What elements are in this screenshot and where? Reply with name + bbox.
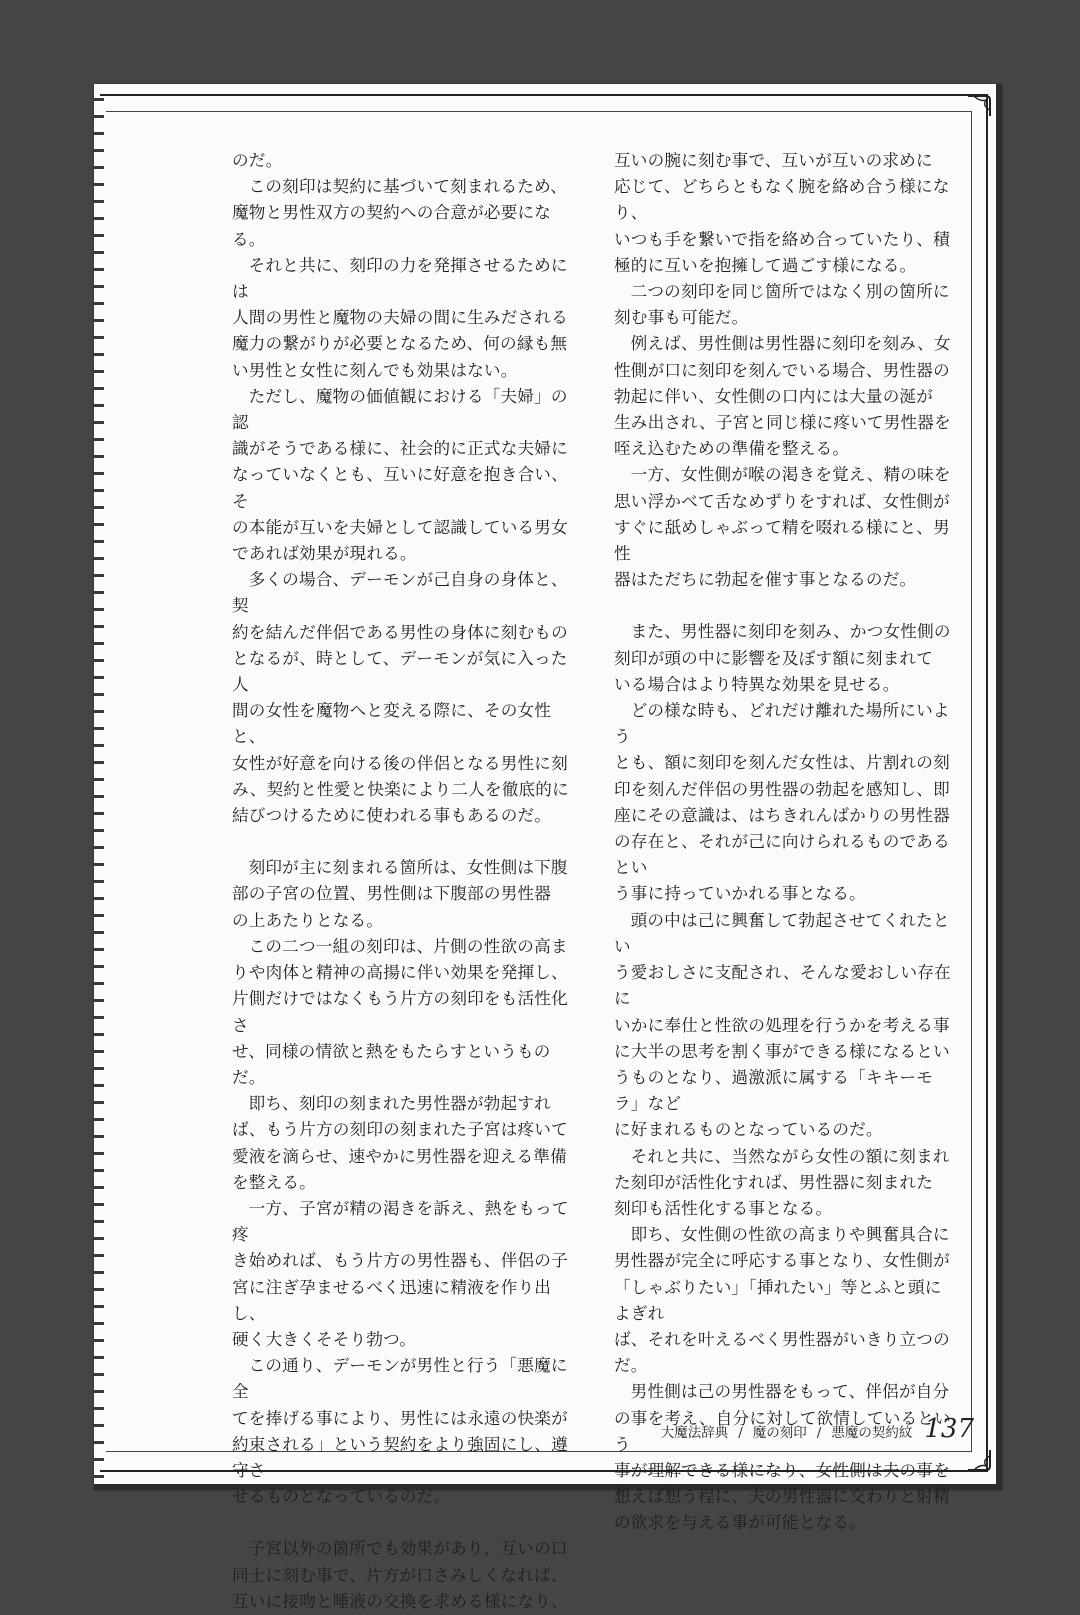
footer-book-title: 大魔法辞典 [660, 1425, 729, 1441]
paragraph: ただし、魔物の価値観における「夫婦」の認 識がそうである様に、社会的に正式な夫婦に なっていなくとも、互いに好意を抱き合い、そ の本能が互いを夫婦として認識している男女 であれば効果が現れる。 [232, 386, 568, 564]
paragraph: この二つ一組の刻印は、片側の性欲の高ま りや肉体と精神の高揚に伴い効果を発揮し、 片側だけではなくもう片方の刻印をも活性化さ せ、同様の情欲と熱をもたらすというものだ。 [232, 936, 568, 1087]
footer-chapter: 魔の刻印 [752, 1425, 807, 1441]
paragraph: 二つの刻印を同じ箇所ではなく別の箇所に 刻む事も可能だ。 [614, 282, 950, 328]
paragraph: 一方、女性側が喉の渇きを覚え、精の味を 思い浮かべて舌なめずりをすれば、女性側が すぐに舐めしゃぶって精を啜れる様にと、男性 器はただちに勃起を催す事となるのだ。 [614, 465, 951, 590]
paragraph: また、男性器に刻印を刻み、かつ女性側の 刻印が頭の中に影響を及ぼす額に刻まれて いる場合はより特異な効果を見せる。 [614, 622, 951, 694]
paragraph: 一方、子宮が精の渇きを訴え、熱をもって疼 き始めれば、もう片方の男性器も、伴侶の子 宮に注ぎ孕ませるべく迅速に精液を作り出し、 硬く大きくそそり勃つ。 [232, 1198, 569, 1349]
torn-binding-edge [94, 84, 104, 1484]
running-footer [661, 1414, 974, 1444]
corner-ornament-icon [966, 1448, 992, 1474]
page-number: 137 [924, 1414, 974, 1444]
paragraph: 即ち、刻印の刻まれた男性器が勃起すれ ば、もう片方の刻印の刻まれた子宮は疼いて 愛液を滴らせ、速やかに男性器を迎える準備 を整える。 [232, 1094, 568, 1192]
paragraph: この通り、デーモンが男性と行う「悪魔に全 てを捧げる事により、男性には永遠の快楽が 約束される」という契約をより強固にし、遵守さ せるものとなっているのだ。 [232, 1356, 568, 1507]
paragraph: のだ。 [232, 151, 283, 170]
paragraph: 男性側は己の男性器をもって、伴侶が自分 の事を考え、自分に対して欲情しているという 事が理解できる様になり、女性側は夫の事を 想えば想う程に、夫の男性器に交わりと射精 の欲求を与える事が可能となる。 [614, 1382, 951, 1533]
paragraph: 互いの腕に刻む事で、互いが互いの求めに 応じて、どちらともなく腕を絡め合う様になり、 いつも手を繋いで指を絡め合っていたり、積 極的に互いを抱擁して過ごす様になる。 [614, 151, 950, 275]
paragraph: 例えば、男性側は男性器に刻印を刻み、女 性側が口に刻印を刻んでいる場合、男性器の 勃起に伴い、女性側の口内には大量の涎が 生み出され、子宮と同じ様に疼いて男性器を 咥え込むための準備を整える。 [614, 334, 951, 459]
paragraph: 子宮以外の箇所でも効果があり、互いの口 同士に刻む事で、片方が口さみしくなれば、 互いに接吻と唾液の交換を求める様になり、 [232, 1539, 568, 1611]
right-text-column [614, 148, 954, 1537]
paragraph: 頭の中は己に興奮して勃起させてくれたとい う愛おしさに支配され、そんな愛おしい存在に いかに奉仕と性欲の処理を行うかを考える事 に大半の思考を割く事ができる様になるとい うものとなり、過激派に属する「キキーモラ」など に好まれるものとなっているのだ。 [614, 910, 951, 1140]
paragraph: それと共に、当然ながら女性の額に刻まれ た刻印が活性化すれば、男性器に刻まれた 刻印も活性化する事となる。 [614, 1146, 950, 1218]
paragraph: この刻印は契約に基づいて刻まれるため、 魔物と男性双方の契約への合意が必要にな る。 [232, 177, 568, 249]
left-text-column [232, 148, 572, 1615]
footer-separator: / [738, 1425, 743, 1441]
footer-separator: / [816, 1425, 822, 1441]
paragraph: 刻印が主に刻まれる箇所は、女性側は下腹 部の子宮の位置、男性側は下腹部の男性器 の上あたりとなる。 [232, 858, 568, 930]
footer-entry: 悪魔の契約紋 [831, 1425, 913, 1441]
corner-ornament-icon [966, 92, 992, 118]
paragraph: それと共に、刻印の力を発揮させるためには 人間の男性と魔物の夫婦の間に生みだされる 魔力の繋がりが必要となるため、何の縁も無 い男性と女性に刻んでも効果はない。 [232, 255, 568, 380]
paragraph: 即ち、女性側の性欲の高まりや興奮具合に 男性器が完全に呼応する事となり、女性側が 「しゃぶりたい」「挿れたい」等とふと頭によぎれ ば、それを叶えるべく男性器がいきり立つの だ。 [614, 1225, 950, 1376]
book-page [94, 84, 1002, 1611]
paragraph: どの様な時も、どれだけ離れた場所にいよう とも、額に刻印を刻んだ女性は、片割れの刻 印を刻んだ伴侶の男性器の勃起を感知し、即 座にその意識は、はちきれんばかりの男性器 の存在と、それが己に向けられるものであるとい う事に持っていかれる事となる。 [614, 701, 950, 904]
paragraph: 多くの場合、デーモンが己自身の身体と、契 約を結んだ伴侶である男性の身体に刻むもの となるが、時として、デーモンが気に入った人 間の女性を魔物へと変える際に、その女性と、 女性が好意を向ける後の伴侶となる男性に刻 み、契約と性愛と快楽により二人を徹底的に 結びつけるために使われる事もあるのだ。 [232, 570, 569, 826]
